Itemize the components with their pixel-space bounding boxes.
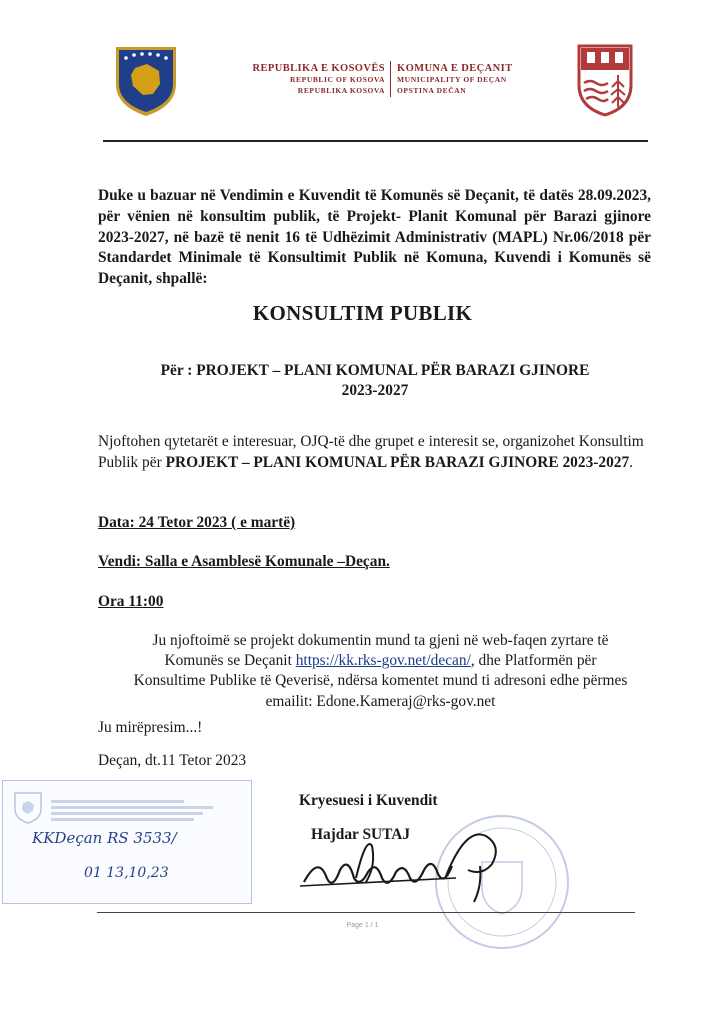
header-left-line2: REPUBLIC OF KOSOVA <box>290 75 385 84</box>
event-venue: Vendi: Salla e Asamblesë Komunale –Deçan. <box>98 553 390 570</box>
info-line2 <box>118 651 643 671</box>
notice-end: . <box>629 453 634 471</box>
signatory-title: Kryesuesi i Kuvendit <box>299 792 438 809</box>
subject-line2: 2023-2027 <box>341 382 409 399</box>
info-line2-post: , dhe Platformën për <box>470 652 597 670</box>
event-date: Data: 24 Tetor 2023 ( e martë) <box>98 514 296 531</box>
subject-heading <box>150 361 600 401</box>
event-time: Ora 11:00 <box>98 593 164 610</box>
notice-paragraph <box>98 432 653 473</box>
website-link[interactable]: https://kk.rks-gov.net/decan/ <box>295 652 471 670</box>
stamp-emblem-icon <box>13 791 43 825</box>
document-title: KONSULTIM PUBLIK <box>252 301 473 325</box>
notice-bold-text: PROJEKT – PLANI KOMUNAL PËR BARAZI GJINORE 2023-2027 <box>165 453 630 471</box>
stamp-handwriting-line1: KKDeçan RS 3533/ <box>32 829 177 847</box>
stamp-printed-lines <box>51 797 241 824</box>
notice-text: Njoftohen qytetarët e interesuar, OJQ-të dhe grupet e interesit se, organizohet Konsultim Publik për <box>98 433 644 471</box>
header-right-line3: OPSTINA DEČAN <box>397 86 467 95</box>
handwritten-signature-icon <box>296 816 516 906</box>
header-rule <box>103 140 648 142</box>
welcome-text: Ju mirëpresim...! <box>98 719 203 736</box>
subject-line1: Për : PROJEKT – PLANI KOMUNAL PËR BARAZI GJINORE <box>160 362 590 379</box>
header-right-line2: MUNICIPALITY OF DEÇAN <box>397 75 507 84</box>
header-right-line1: KOMUNA E DEÇANIT <box>397 63 513 74</box>
kosovo-coat-of-arms-icon <box>113 44 179 118</box>
decan-municipality-emblem-icon <box>576 43 634 117</box>
header-divider <box>390 61 391 97</box>
info-line3: Konsultime Publike të Qeverisë, ndërsa komentet mund ti adresoni edhe përmes <box>133 672 628 690</box>
stamp-handwriting-line2: 01 13,10,23 <box>84 865 169 881</box>
info-paragraph <box>118 631 643 712</box>
header-municipality-names <box>397 63 577 96</box>
intro-paragraph: Duke u bazuar në Vendimin e Kuvendit të Komunës së Deçanit, të datës 28.09.2023, për vënien në konsultim publik, të Projekt- Planit Komunal për Barazi gjinore 2023-2027, në bazë të nenit 16 të Udhëzimit Administrativ (MAPL) Nr.06/2018 për Standardet Minimale të Konsultimit Publik në Komuna, Kuvendi i Komunës së Deçanit, shpallë: <box>98 187 651 288</box>
place-date: Deçan, dt.11 Tetor 2023 <box>98 752 247 769</box>
signatory-name: Hajdar SUTAJ <box>311 826 411 843</box>
header-state-names <box>212 63 385 96</box>
header-left-line1: REPUBLIKA E KOSOVËS <box>252 63 385 74</box>
header-left-line3: REPUBLIKA KOSOVA <box>297 86 385 95</box>
info-line1: Ju njoftoimë se projekt dokumentin mund ta gjeni në web-faqen zyrtare të <box>152 632 609 649</box>
info-line2-pre: Komunës se Deçanit <box>164 652 292 670</box>
footer-rule <box>97 912 635 913</box>
page-number: Page 1 / 1 <box>346 922 379 929</box>
info-line4: emailit: Edone.Kameraj@rks-gov.net <box>265 692 496 710</box>
